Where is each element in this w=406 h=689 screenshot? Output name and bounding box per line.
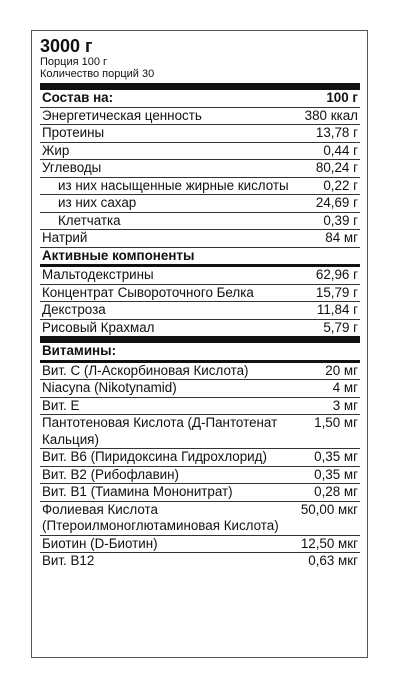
vitamin-row xyxy=(40,398,360,416)
vitamin-row xyxy=(40,536,360,554)
vitamin-row xyxy=(40,467,360,485)
component-value: 5,79 г xyxy=(323,319,358,335)
nutrient-row xyxy=(40,178,360,196)
nutrient-value: 0,22 г xyxy=(323,177,358,193)
vitamin-row xyxy=(40,380,360,398)
vitamin-value: 0,28 мг xyxy=(314,484,358,499)
component-name: Рисовый Крахмал xyxy=(42,319,155,335)
vitamin-name: Фолиевая Кислота (Птероилмоноглютаминовая Кислота) xyxy=(42,501,279,533)
vitamin-row xyxy=(40,449,360,467)
nutrient-value: 0,44 г xyxy=(323,142,358,158)
vitamin-value: 4 мг xyxy=(332,380,358,395)
component-row xyxy=(40,285,360,303)
nutrient-value: 13,78 г xyxy=(315,125,358,140)
vitamin-name: Вит. B2 (Рибофлавин) xyxy=(42,466,180,482)
package-weight: 3000 г xyxy=(40,36,93,56)
nutrient-name: Натрий xyxy=(42,230,88,245)
active-heading-row xyxy=(40,248,360,265)
nutrient-row xyxy=(40,230,360,248)
vitamin-row xyxy=(40,415,360,449)
component-value: 11,84 г xyxy=(316,302,358,317)
thick-divider xyxy=(40,83,360,90)
component-value: 62,96 г xyxy=(315,267,358,282)
vitamin-row xyxy=(40,553,360,570)
active-heading: Активные компоненты xyxy=(42,247,195,263)
vitamin-value: 3 мг xyxy=(332,397,358,413)
nutrient-row xyxy=(40,143,360,161)
nutrient-name: из них насыщенные жирные кислоты xyxy=(58,177,289,193)
nutrient-row xyxy=(40,108,360,126)
nutrient-name: Клетчатка xyxy=(58,212,121,228)
vitamin-value: 0,63 мкг xyxy=(308,553,358,568)
vitamin-row xyxy=(40,484,360,502)
nutrient-value: 80,24 г xyxy=(315,160,358,175)
vitamin-name: Вит. B12 xyxy=(42,553,95,568)
nutrient-row xyxy=(40,213,360,231)
vitamin-name: Пантотеновая Кислота (Д-Пантотенат Кальция) xyxy=(42,415,278,447)
vitamin-name: Вит. B6 (Пиридоксина Гидрохлорид) xyxy=(42,449,267,464)
nutrient-value: 0,39 г xyxy=(323,212,358,228)
vitamin-value: 0,35 мг xyxy=(314,449,358,464)
vitamin-name: Вит. C (Л-Аскорбиновая Кислота) xyxy=(42,362,249,378)
vitamin-name: Вит. E xyxy=(42,397,80,413)
component-value: 15,79 г xyxy=(315,284,358,300)
nutrient-name: Энергетическая ценность xyxy=(42,107,202,123)
vitamin-value: 0,35 мг xyxy=(314,466,358,482)
component-name: Мальтодекстрины xyxy=(42,267,154,282)
vitamin-value: 1,50 мг xyxy=(314,415,358,430)
nutrition-label xyxy=(40,36,360,570)
vitamin-row xyxy=(40,502,360,536)
composition-heading: Состав на: xyxy=(42,90,114,105)
vitamin-name: Биотин (D-Биотин) xyxy=(42,535,158,551)
vitamin-row xyxy=(40,363,360,381)
vitamins-heading: Витамины: xyxy=(42,343,117,358)
nutrient-value: 380 ккал xyxy=(304,107,358,123)
vitamin-name: Вит. B1 (Тиамина Мононитрат) xyxy=(42,484,233,499)
nutrient-row xyxy=(40,160,360,178)
vitamin-value: 50,00 мкг xyxy=(300,501,358,517)
nutrient-row xyxy=(40,125,360,143)
nutrient-name: Протеины xyxy=(42,125,105,140)
serving-size: Порция 100 г xyxy=(40,56,108,68)
nutrient-row xyxy=(40,195,360,213)
servings-count: Количество порций 30 xyxy=(40,68,155,80)
thick-divider xyxy=(40,336,360,343)
nutrient-name: Жир xyxy=(42,142,70,158)
nutrient-name: из них сахар xyxy=(58,195,137,210)
component-row xyxy=(40,267,360,285)
vitamins-heading-row xyxy=(40,343,360,360)
nutrient-name: Углеводы xyxy=(42,160,102,175)
component-name: Концентрат Сывороточного Белка xyxy=(42,284,254,300)
vitamin-value: 12,50 мкг xyxy=(300,535,358,551)
vitamin-name: Niacyna (Nikotynamid) xyxy=(42,380,177,395)
nutrient-value: 24,69 г xyxy=(315,195,358,210)
component-row xyxy=(40,302,360,320)
component-name: Декстроза xyxy=(42,302,106,317)
component-row xyxy=(40,320,360,337)
composition-heading-row xyxy=(40,90,360,108)
composition-heading-value: 100 г xyxy=(326,90,358,105)
nutrient-value: 84 мг xyxy=(325,230,358,245)
vitamin-value: 20 мг xyxy=(325,362,358,378)
